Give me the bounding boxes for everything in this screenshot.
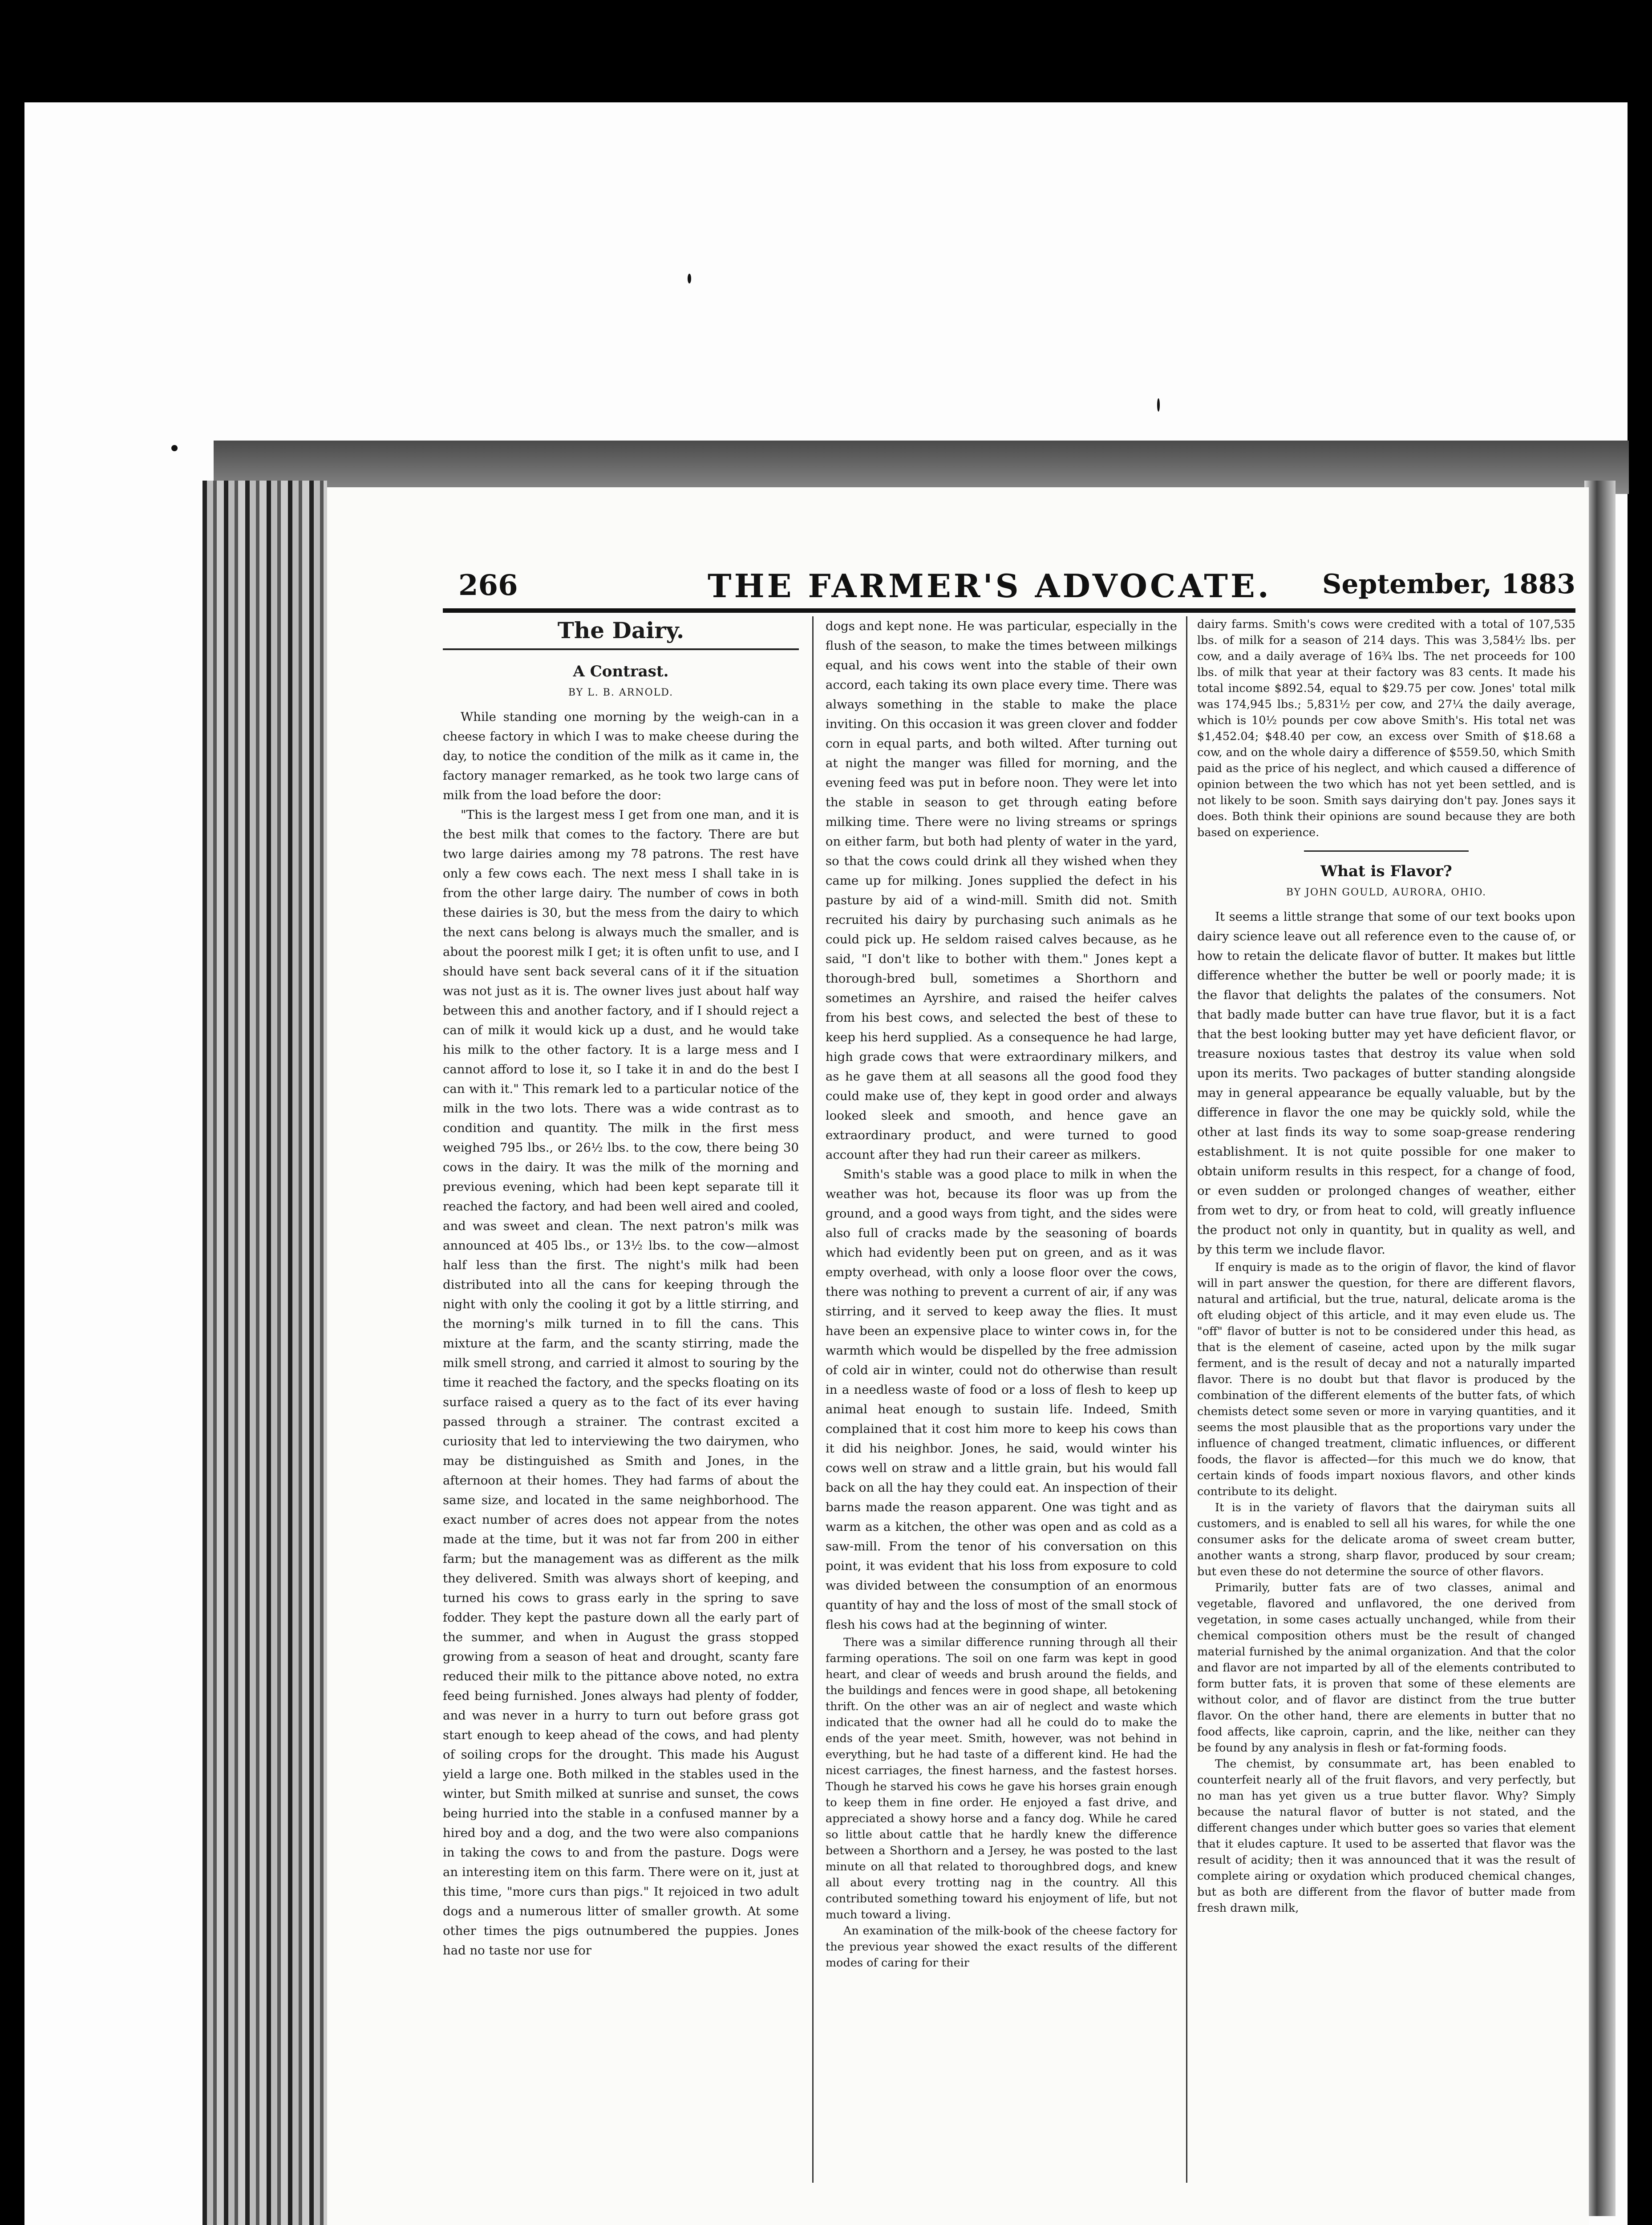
book-page-edges (202, 481, 327, 2225)
paragraph: If enquiry is made as to the origin of flavor, the kind of flavor will in part answer the question, for there are different flavors, natural and artificial, but the true, natural, delicate aroma is the oft eluding object of this article, and it may even elude us. The "off" flavor of butter is not to be considered under this head, as that is the element of caseine, acted upon by the milk sugar ferment, and is the result of decay and not a naturally imparted flavor. There is no doubt but that flavor is produced by the combination of the different elements of the butter fats, of which chemists detect some seven or more in varying quantities, and it seems the most plausible that as the proportions vary under the influence of changed treatment, climatic influences, or different foods, the flavor is affected—for this much we do know, that certain kinds of foods impart noxious flavors, and other kinds contribute to its delight. (1197, 1261, 1575, 1498)
article-title: A Contrast. (573, 663, 669, 680)
article-byline: BY L. B. ARNOLD. (568, 687, 674, 698)
issue-date: September, 1883 (1322, 569, 1575, 600)
column-divider (1186, 616, 1187, 2183)
header-rule (443, 608, 1575, 613)
scan-speck (1157, 398, 1160, 412)
paragraph: It is in the variety of flavors that the dairyman suits all customers, and is enabled to sell all his wares, for while the one consumer asks for the delicate aroma of sweet cream butter, another wants a strong, sharp flavor, produced by sour cream; but even these do not determine the source of other flavors. (1197, 1501, 1575, 1578)
section-rule (443, 648, 799, 650)
scan-speck (171, 445, 178, 451)
page-shadow (214, 441, 1629, 494)
article-separator (1304, 850, 1469, 852)
paragraph: The chemist, by consummate art, has been enabled to counterfeit nearly all of the fruit flavors, and very perfectly, but no man has yet given us a true butter flavor. Why? Simply because the natural flavor of butter is not stated, and the different changes under which butter goes so varies that element that it eludes capture. It used to be asserted that flavor was the result of acidity; then it was announced that it was the result of complete airing or oxydation which produced chemical changes, but as both are different from the flavor of butter made from fresh drawn milk, (1197, 1757, 1575, 1915)
article-byline: BY JOHN GOULD, AURORA, OHIO. (1286, 887, 1487, 898)
newspaper-page (327, 487, 1589, 2225)
column-3 (1197, 616, 1575, 2183)
paragraph: There was a similar difference running through all their farming operations. The soil on one farm was kept in good heart, and clear of weeds and brush around the fields, and the buildings and fences were in good shape, all betokening thrift. On the other was an air of neglect and waste which indicated that the owner had all he could do to make the ends of the year meet. Smith, however, was not behind in everything, but he had taste of a different kind. He had the nicest carriages, the finest harness, and the fastest horses. Though he starved his cows he gave his horses grain enough to keep them in fine order. He enjoyed a fast drive, and appreciated a showy horse and a fancy dog. While he cared so little about cattle that he hardly knew the difference between a Shorthorn and a Jersey, he was posted to the last minute on all that related to thoroughbred dogs, and knew all about every trotting nag in the country. All this contributed something toward his enjoyment of life, but not much toward a living. (826, 1636, 1177, 1922)
scan-speck (688, 274, 691, 283)
paragraph: While standing one morning by the weigh-can in a cheese factory in which I was to make cheese during the day, to notice the condition of the milk as it came in, the factory manager remarked, as he took two large cans of milk from the load before the door: (443, 710, 799, 802)
book-right-edge (1584, 481, 1616, 2216)
paragraph: "This is the largest mess I get from one man, and it is the best milk that comes to the factory. There are but two large dairies among my 78 patrons. The rest have only a few cows each. The next mess I shall take in is from the other large dairy. The number of cows in both these dairies is 30, but the mess from the dairy to which the next cans belong is always much the smaller, and is about the poorest milk I get; it is often unfit to use, and I should have sent back several cans of it if the situation was not just as it is. The owner lives just about half way between this and another factory, and if I should reject a can of milk it would kick up a dust, and he would take his milk to the other factory. It is a large mess and I cannot afford to lose it, so I take it in and do the best I can with it." This remark led to a particular notice of the milk in the two lots. There was a wide contrast as to condition and quantity. The milk in the first mess weighed 795 lbs., or 26½ lbs. to the cow, there being 30 cows in the dairy. It was the milk of the morning and previous evening, which had been kept separate till it reached the factory, and had been well aired and cooled, and was sweet and clean. The next patron's milk was announced at 405 lbs., or 13½ lbs. to the cow—almost half less than the first. The night's milk had been distributed into all the cans for keeping through the night with only the cooling it got by a little stirring, and the morning's milk turned in to fill the cans. This mixture at the farm, and the scanty stirring, made the milk smell strong, and carried it almost to souring by the time it reached the factory, and the specks floating on its surface raised a query as to the fact of its ever having passed through a strainer. The contrast excited a curiosity that led to interviewing the two dairymen, who may be distinguished as Smith and Jones, in the afternoon at their homes. They had farms of about the same size, and located in the same neighborhood. The exact number of acres does not appear from the notes made at the time, but it was not far from 200 in either farm; but the management was as different as the milk they delivered. Smith was always short of keeping, and turned his cows to grass early in the spring to save fodder. They kept the pasture down all the early part of the summer, and when in August the grass stopped growing from a season of heat and drought, scanty fare reduced their milk to the pittance above noted, no extra feed being furnished. Jones always had plenty of fodder, and was never in a hurry to turn out before grass got start enough to keep ahead of the cows, and had plenty of soiling crops for the drought. This made his August yield a large one. Both milked in the stables used in the winter, but Smith milked at sunrise and sunset, the cows being hurried into the stable in a confused manner by a hired boy and a dog, and the two were also companions in taking the cows to and from the pasture. Dogs were an interesting item on this farm. There were on it, just at this time, "more curs than pigs." It rejoiced in two adult dogs and a numerous litter of smaller growth. At some other times the pigs outnumbered the puppies. Jones had no taste nor use for (443, 808, 799, 1958)
column-2 (826, 616, 1177, 2183)
page-number: 266 (458, 569, 518, 602)
page-header (458, 565, 1575, 607)
publication-title: THE FARMER'S ADVOCATE. (708, 567, 1271, 605)
section-heading: The Dairy. (557, 617, 684, 643)
paragraph: Primarily, butter fats are of two classes, animal and vegetable, flavored and unflavored, the one derived from vegetation, in some cases actually unchanged, while from their chemical composition others must be the result of changed material furnished by the animal organization. And that the color and flavor are not imparted by all of the elements contributed to form butter fats, it is proven that some of these elements are without color, and of flavor are distinct from the true butter flavor. On the other hand, there are elements in butter that no food affects, like caproin, caprin, and the like, neither can they be found by any analysis in flesh or fat-forming foods. (1197, 1581, 1575, 1755)
article-title: What is Flavor? (1320, 862, 1452, 880)
paragraph: An examination of the milk-book of the cheese factory for the previous year showed the exact results of the different modes of caring for their (826, 1924, 1177, 1970)
paragraph: dogs and kept none. He was particular, especially in the flush of the season, to make the times between milkings equal, and his cows went into the stable of their own accord, each taking its own place every time. There was always something in the stable to make the place inviting. On this occasion it was green clover and fodder corn in equal parts, and both wilted. After turning out at night the manger was filled for morning, and the evening feed was put in before noon. They were let into the stable in season to get through eating before milking time. There were no living streams or springs on either farm, but both had plenty of water in the yard, so that the cows could drink all they wished when they came up for milking. Jones supplied the defect in his pasture by aid of a wind-mill. Smith did not. Smith recruited his dairy by purchasing such animals as he could pick up. He seldom raised calves because, as he said, "I don't like to bother with them." Jones kept a thorough-bred bull, sometimes a Shorthorn and sometimes an Ayrshire, and raised the heifer calves from his best cows, and selected the best of these to keep his herd supplied. As a consequence he had large, high grade cows that were extraordinary milkers, and as he gave them at all seasons all the good food they could make use of, they kept in good order and always looked sleek and smooth, and hence gave an extraordinary product, and were turned to good account after they had run their career as milkers. (826, 619, 1177, 1162)
paragraph: Smith's stable was a good place to milk in when the weather was hot, because its floor was up from the ground, and a good ways from tight, and the sides were also full of cracks made by the seasoning of boards which had evidently been put on green, and as it was empty overhead, with only a loose floor over the cows, there was nothing to prevent a current of air, if any was stirring, and it served to keep away the flies. It must have been an expensive place to winter cows in, for the warmth which would be dispelled by the free admission of cold air in winter, could not do otherwise than result in a needless waste of food or a loss of flesh to keep up animal heat enough to sustain life. Indeed, Smith complained that it cost him more to keep his cows than it did his neighbor. Jones, he said, would winter his cows well on straw and a little grain, but his would fall back on all the hay they could eat. An inspection of their barns made the reason apparent. One was tight and as warm as a kitchen, the other was open and as cold as a saw-mill. From the tenor of his conversation on this point, it was evident that his loss from exposure to cold was divided between the consumption of an enormous quantity of hay and the loss of most of the small stock of flesh his cows had at the beginning of winter. (826, 1167, 1177, 1632)
column-divider (812, 616, 814, 2183)
paragraph: dairy farms. Smith's cows were credited with a total of 107,535 lbs. of milk for a season of 214 days. This was 3,584½ lbs. per cow, and a daily average of 16¾ lbs. The net proceeds for 100 lbs. of milk that year at their factory was 83 cents. It made his total income $892.54, equal to $29.75 per cow. Jones' total milk was 174,945 lbs.; 5,831½ per cow, and 27¼ the daily average, which is 10½ pounds per cow above Smith's. His total net was $1,452.04; $48.40 per cow, an excess over Smith of $18.68 a cow, and on the whole dairy a difference of $559.50, which Smith paid as the price of his neglect, and which caused a difference of opinion between the two which has not yet been settled, and is not likely to be soon. Smith says dairying don't pay. Jones says it does. Both think their opinions are sound because they are both based on experience. (1197, 618, 1575, 839)
paragraph: It seems a little strange that some of our text books upon dairy science leave out all reference even to the cause of, or how to retain the delicate flavor of butter. It makes but little difference whether the butter be well or poorly made; it is the flavor that delights the palates of the consumers. Not that badly made butter can have true flavor, but it is a fact that the best looking butter may yet have deficient flavor, or treasure noxious tastes that destroy its value when sold upon its merits. Two packages of butter standing alongside may in general appearance be equally valuable, but by the difference in flavor the one may be quickly sold, while the other at last finds its way to some soap-grease rendering establishment. It is not quite possible for one maker to obtain uniform results in this respect, for a change of food, or even sudden or prolonged changes of weather, either from wet to dry, or from heat to cold, will greatly influence the product not only in quantity, but in quality as well, and by this term we include flavor. (1197, 910, 1575, 1257)
column-1 (443, 616, 799, 2183)
